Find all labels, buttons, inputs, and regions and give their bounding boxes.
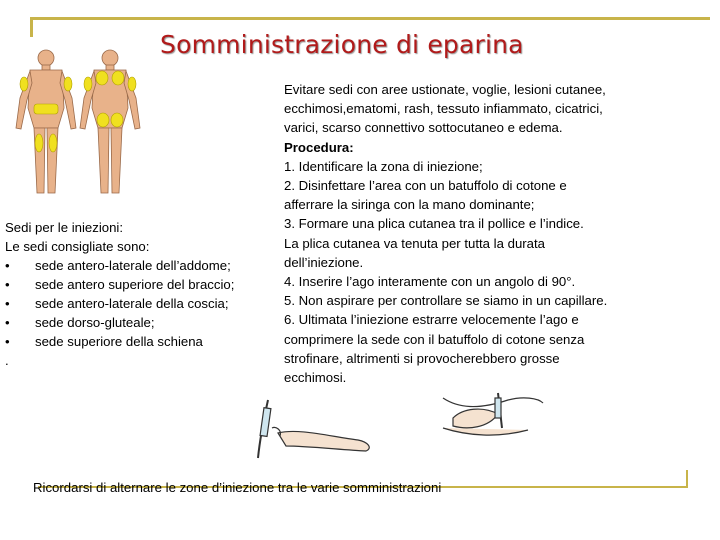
syringe-hand-drawing [258,400,369,458]
procedure-line: ecchimosi,ematomi, rash, tessuto infiammato, cicatrici, [284,101,603,117]
sites-heading: Sedi per le iniezioni: [5,220,124,235]
procedure-line: dell’iniezione. [284,254,364,270]
sites-trailing-mark: . [5,353,9,368]
back-arm-site-left [84,77,92,91]
front-arm-site-left [20,77,28,91]
back-body-figure [80,50,140,193]
procedure-line: strofinare, altrimenti si provocherebbero grosse [284,350,560,366]
list-item: • sede superiore della schiena [5,334,203,349]
thigh-site-right [49,134,57,152]
sites-intro: Le sedi consigliate sono: [5,239,150,254]
reminder-note: Ricordarsi di alternare le zone d’iniezione tra le varie somministrazioni [33,480,442,495]
procedure-line: 3. Formare una plica cutanea tra il pollice e l’indice. [284,216,584,232]
injection-sites-illustration [8,48,148,198]
abdomen-site [34,104,58,114]
skin-fold-hand-drawing [443,393,543,435]
procedure-text [284,80,684,387]
injection-technique-illustration [248,388,548,463]
front-body-figure [16,50,76,193]
list-item: • sede antero superiore del braccio; [5,277,235,292]
upper-back-site-left [96,71,108,85]
procedure-line: comprimere la sede con il batuffolo di cotone senza [284,331,585,347]
list-item: • sede dorso-gluteale; [5,315,155,330]
procedure-line: afferrare la siringa con la mano dominante; [284,197,535,213]
injection-sites-list [5,218,275,370]
front-arm-site-right [64,77,72,91]
procedure-line: Evitare sedi con aree ustionate, voglie, lesioni cutanee, [284,82,606,97]
procedure-line: 4. Inserire l’ago interamente con un angolo di 90°. [284,274,576,290]
procedure-line: 6. Ultimata l’iniezione estrarre velocemente l’ago e [284,312,579,328]
procedure-line: varici, scarso connettivo sottocutaneo e edema. [284,120,563,136]
procedure-line: 5. Non aspirare per controllare se siamo in un capillare. [284,293,608,309]
frame-top-line [30,17,710,20]
list-item: • sede antero-laterale della coscia; [5,296,229,311]
frame-left-line [30,17,33,37]
list-item: • sede antero-laterale dell’addome; [5,258,231,273]
slide-title: Somministrazione di eparina [160,30,524,59]
upper-back-site-right [112,71,124,85]
procedure-line: 2. Disinfettare l’area con un batuffolo di cotone e [284,178,567,194]
frame-right-line [686,470,688,488]
procedure-line: ecchimosi. [284,370,347,386]
gluteal-site-left [97,113,109,127]
gluteal-site-right [111,113,123,127]
back-arm-site-right [128,77,136,91]
thigh-site-left [35,134,43,152]
procedure-line: La plica cutanea va tenuta per tutta la durata [284,235,546,251]
procedure-line: 1. Identificare la zona di iniezione; [284,158,483,174]
procedure-heading: Procedura: [284,139,354,155]
